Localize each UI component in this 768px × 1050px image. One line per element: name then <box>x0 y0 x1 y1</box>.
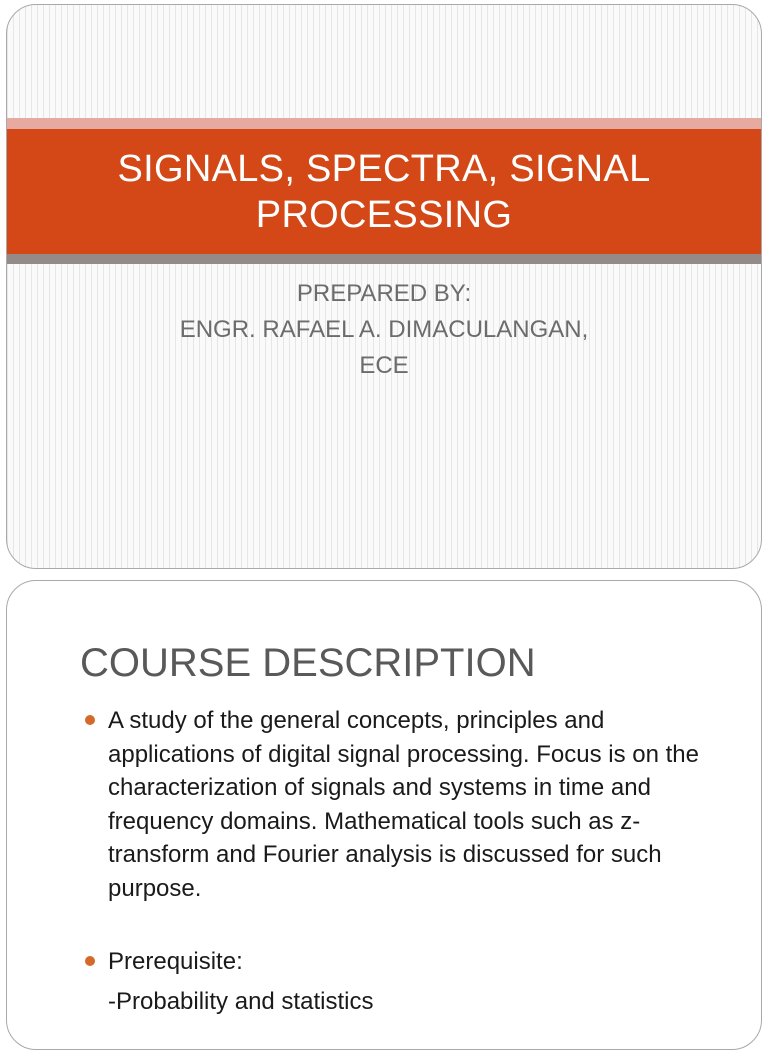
title-band <box>7 129 761 254</box>
bullet-subtext: -Probability and statistics <box>108 987 374 1015</box>
bullet-item <box>84 945 724 1018</box>
bullet-item <box>84 704 724 905</box>
bullet-list <box>84 704 724 1018</box>
content-heading: COURSE DESCRIPTION <box>80 641 536 685</box>
bullet-text: Prerequisite: <box>108 948 243 975</box>
bullet-dot-icon <box>85 956 95 966</box>
slide-title: SIGNALS, SPECTRA, SIGNAL PROCESSING <box>117 147 651 236</box>
title-top-stripe <box>7 118 761 129</box>
bullet-text: A study of the general concepts, principles and applications of digital signal processing. Focus is on the characterization of signals and systems in time and frequency domains. Mathematical tools such as z-transform and Fourier analysis is discussed for such purpose. <box>108 707 699 902</box>
subtitle-line-prepared-by: PREPARED BY: <box>296 280 472 307</box>
subtitle-line-degree: ECE <box>359 352 409 379</box>
slide-subtitle <box>0 276 768 384</box>
bullet-dot-icon <box>85 715 95 725</box>
subtitle-line-author: ENGR. RAFAEL A. DIMACULANGAN, <box>179 316 589 343</box>
title-bottom-stripe <box>7 254 761 264</box>
